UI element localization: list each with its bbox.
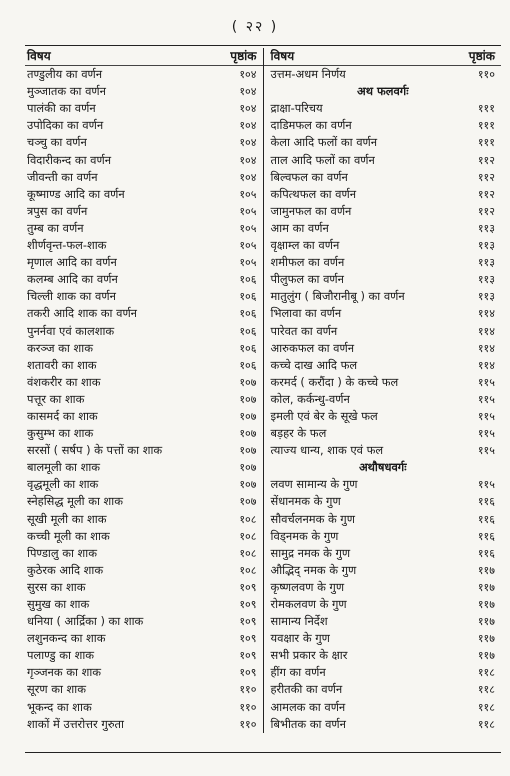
left-header-subject: विषय <box>27 49 51 63</box>
index-entry <box>25 425 263 442</box>
index-entry <box>264 100 502 117</box>
entry-page-number: ११६ <box>477 512 495 526</box>
index-entry <box>264 630 502 647</box>
index-entry <box>264 647 502 664</box>
entry-title: त्रपुस का वर्णन <box>27 203 88 218</box>
entry-title: तण्डुलीय का वर्णन <box>27 67 103 82</box>
index-entry <box>264 203 502 220</box>
entry-page-number: १०९ <box>239 598 257 611</box>
entry-title: कच्ची मूली का शाक <box>27 528 110 543</box>
index-entry <box>264 340 502 357</box>
entry-page-number: ११८ <box>477 666 495 680</box>
entry-page-number: ११७ <box>477 598 495 611</box>
entry-title: उपोदिका का वर्णन <box>27 118 104 133</box>
entry-title: करञ्ज का शाक <box>27 340 93 355</box>
entry-page-number: १०८ <box>239 563 257 577</box>
entry-page-number: १०८ <box>239 512 257 526</box>
entry-page-number: १०४ <box>239 85 257 99</box>
entry-page-number: १०९ <box>239 615 257 629</box>
page-number: ( २२ ) <box>231 19 279 35</box>
entry-page-number: ११८ <box>477 700 495 714</box>
entry-page-number: १०९ <box>239 632 257 646</box>
entry-page-number: १०७ <box>239 444 257 458</box>
entry-title: द्राक्षा-परिचय <box>270 101 323 116</box>
entry-title: सूरण का शाक <box>27 682 86 697</box>
entry-page-number: ११३ <box>477 273 495 287</box>
entry-title: आमलक का वर्णन <box>270 699 346 714</box>
index-entry <box>264 66 502 83</box>
entry-page-number: ११३ <box>477 256 495 270</box>
index-entry <box>264 288 502 305</box>
entry-page-number: १०७ <box>239 427 257 441</box>
index-entry <box>264 493 502 510</box>
entry-page-number: १०७ <box>239 495 257 509</box>
entry-title: चञ्चु का वर्णन <box>27 135 87 150</box>
entry-title: उत्तम-अधम निर्णय <box>270 67 346 82</box>
entry-title: विदारीकन्द का वर्णन <box>27 152 112 167</box>
entry-title: सौवर्चलनमक के गुण <box>270 511 355 526</box>
index-entry <box>25 630 263 647</box>
entry-page-number: १०९ <box>239 666 257 680</box>
index-entry <box>25 357 263 374</box>
entry-title: रोमकलवण के गुण <box>270 597 347 611</box>
entry-page-number: १०७ <box>239 478 257 492</box>
entry-title: आम का वर्णन <box>270 220 329 235</box>
entry-title: कलम्ब आदि का वर्णन <box>27 272 118 287</box>
entry-title: त्याज्य धान्य, शाक एवं फल <box>270 443 384 458</box>
entry-page-number: १०५ <box>239 187 257 201</box>
entry-title: जीवन्ती का वर्णन <box>27 169 98 184</box>
entry-page-number: १०८ <box>239 546 257 560</box>
entry-page-number: ११२ <box>477 204 495 218</box>
index-entry <box>264 425 502 442</box>
right-header <box>264 48 502 66</box>
entry-page-number: ११२ <box>477 170 495 184</box>
bottom-rule <box>25 752 501 753</box>
index-entry <box>264 681 502 698</box>
index-entry <box>264 545 502 562</box>
entry-title: तुम्ब का वर्णन <box>27 220 84 235</box>
entry-page-number: १०७ <box>239 409 257 423</box>
index-entry <box>25 681 263 698</box>
entry-title: शीर्णवृन्त-फल-शाक <box>27 238 107 253</box>
entry-page-number: ११० <box>477 68 495 82</box>
entry-title: पालंकी का वर्णन <box>27 101 96 116</box>
entry-title: सामुद्र नमक के गुण <box>270 545 351 560</box>
index-entry <box>25 391 263 408</box>
right-column <box>264 48 502 733</box>
index-entry <box>264 271 502 288</box>
index-entry <box>264 117 502 134</box>
entry-page-number: ११६ <box>477 495 495 509</box>
index-entry <box>264 442 502 459</box>
index-entry <box>264 716 502 733</box>
index-entry <box>25 545 263 562</box>
entry-title: पारेवत का वर्णन <box>270 323 338 338</box>
entry-title: पुनर्नवा एवं कालशाक <box>27 323 115 338</box>
section-heading: अथ फलवर्गः <box>357 84 409 99</box>
entry-title: कपित्थफल का वर्णन <box>270 186 357 201</box>
entry-title: शमीफल का वर्णन <box>270 255 345 270</box>
entry-page-number: १०४ <box>239 119 257 133</box>
entry-page-number: १०४ <box>239 136 257 150</box>
entry-title: ताल आदि फलों का वर्णन <box>270 152 375 167</box>
entry-page-number: ११५ <box>477 427 495 441</box>
entry-title: यवक्षार के गुण <box>270 631 330 646</box>
entry-page-number: ११३ <box>477 221 495 235</box>
entry-title: भूकन्द का शाक <box>27 699 92 714</box>
entry-title: शतावरी का शाक <box>27 357 97 372</box>
index-entry <box>264 596 502 613</box>
entry-title: सूखी मूली का शाक <box>27 511 107 526</box>
entry-page-number: ११३ <box>477 290 495 304</box>
index-entry <box>25 305 263 322</box>
entry-page-number: ११८ <box>477 717 495 731</box>
entry-title: पीलुफल का वर्णन <box>270 272 344 287</box>
index-entry <box>25 493 263 510</box>
index-entry <box>25 152 263 169</box>
entry-page-number: १११ <box>477 119 495 133</box>
entry-page-number: ११० <box>239 683 257 697</box>
right-header-page: पृष्ठांक <box>468 49 495 63</box>
entry-page-number: ११३ <box>477 239 495 253</box>
entry-title: शाकों में उत्तरोत्तर गुरुता <box>27 716 124 731</box>
index-entry <box>264 220 502 237</box>
index-entry <box>25 340 263 357</box>
index-entry <box>264 152 502 169</box>
left-header <box>25 48 263 66</box>
entry-page-number: १०६ <box>239 273 257 287</box>
entry-page-number: ११५ <box>477 478 495 492</box>
entry-title: मुञ्जातक का वर्णन <box>27 84 106 99</box>
entry-title: करमर्द ( करौंदा ) के कच्चे फल <box>270 374 399 389</box>
entry-page-number: १०९ <box>239 580 257 594</box>
index-entry <box>25 288 263 305</box>
right-header-subject: विषय <box>270 49 295 63</box>
entry-title: सुमुख का शाक <box>27 597 90 611</box>
entry-title: विड्नमक के गुण <box>270 528 339 543</box>
entry-page-number: १११ <box>477 136 495 150</box>
index-table <box>25 48 501 733</box>
index-entry <box>264 169 502 186</box>
index-entry <box>25 100 263 117</box>
entry-page-number: ११० <box>239 717 257 731</box>
index-entry <box>264 391 502 408</box>
entry-page-number: ११२ <box>477 187 495 201</box>
index-entry <box>25 323 263 340</box>
entry-page-number: ११५ <box>477 392 495 406</box>
index-entry <box>264 237 502 254</box>
entry-title: चिल्ली शाक का वर्णन <box>27 289 116 304</box>
index-entry <box>25 476 263 493</box>
entry-page-number: ११५ <box>477 409 495 423</box>
index-entry <box>25 647 263 664</box>
entry-page-number: ११६ <box>477 546 495 560</box>
entry-title: सामान्य निर्देश <box>270 614 328 629</box>
index-entry <box>264 357 502 374</box>
entry-title: आरुकफल का वर्णन <box>270 340 355 355</box>
left-column <box>25 48 264 733</box>
entry-page-number: १०५ <box>239 256 257 270</box>
entry-title: जामुनफल का वर्णन <box>270 203 352 218</box>
entry-title: गृञ्जनक का शाक <box>27 665 102 680</box>
entry-page-number: १११ <box>477 102 495 116</box>
index-entry <box>264 699 502 716</box>
entry-page-number: ११४ <box>477 324 495 338</box>
entry-page-number: १०७ <box>239 392 257 406</box>
entry-title: हरीतकी का वर्णन <box>270 682 343 697</box>
index-entry <box>264 562 502 579</box>
index-entry <box>25 596 263 613</box>
entry-title: लशुनकन्द का शाक <box>27 631 106 646</box>
entry-page-number: १०४ <box>239 102 257 116</box>
entry-page-number: ११४ <box>477 358 495 372</box>
index-entry <box>25 528 263 545</box>
entry-page-number: ११७ <box>477 649 495 663</box>
entry-title: कुसुम्भ का शाक <box>27 426 94 441</box>
entry-title: केला आदि फलों का वर्णन <box>270 135 378 150</box>
entry-title: कूष्माण्ड आदि का वर्णन <box>27 186 125 201</box>
entry-title: कासमर्द का शाक <box>27 408 98 423</box>
entry-page-number: ११७ <box>477 563 495 577</box>
entry-title: सुरस का शाक <box>27 579 86 594</box>
entry-title: बिल्वफल का वर्णन <box>270 169 348 184</box>
entry-page-number: १०६ <box>239 341 257 355</box>
index-entry <box>25 613 263 630</box>
index-entry <box>25 237 263 254</box>
entry-title: बालमूली का शाक <box>27 460 101 475</box>
entry-title: हींग का वर्णन <box>270 665 326 680</box>
entry-page-number: १०९ <box>239 649 257 663</box>
left-header-page: पृष्ठांक <box>230 49 257 63</box>
entry-page-number: १०५ <box>239 239 257 253</box>
entry-title: धनिया ( आर्द्रिका ) का शाक <box>27 614 144 629</box>
entry-title: पत्तूर का शाक <box>27 391 85 406</box>
entry-page-number: ११८ <box>477 683 495 697</box>
entry-page-number: १०६ <box>239 290 257 304</box>
entry-title: लवण सामान्य के गुण <box>270 477 358 492</box>
index-entry <box>25 579 263 596</box>
entry-title: इमली एवं बेर के सूखे फल <box>270 408 378 423</box>
entry-title: तकरी आदि शाक का वर्णन <box>27 306 138 321</box>
index-entry <box>25 408 263 425</box>
entry-page-number: १०४ <box>239 68 257 82</box>
index-entry <box>25 562 263 579</box>
index-entry <box>264 374 502 391</box>
entry-page-number: १०६ <box>239 358 257 372</box>
index-entry <box>25 664 263 681</box>
index-entry <box>25 220 263 237</box>
entry-page-number: १०६ <box>239 324 257 338</box>
index-entry <box>264 134 502 151</box>
index-entry <box>264 408 502 425</box>
index-entry <box>25 716 263 733</box>
index-entry <box>25 254 263 271</box>
entry-page-number: ११० <box>239 700 257 714</box>
entry-page-number: ११७ <box>477 580 495 594</box>
entry-title: औद्भिद् नमक के गुण <box>270 562 357 577</box>
entry-title: बड़हर के फल <box>270 426 327 441</box>
index-entry <box>25 203 263 220</box>
index-entry <box>25 459 263 476</box>
entry-title: वृक्षाम्ल का वर्णन <box>270 238 340 253</box>
index-entry <box>264 664 502 681</box>
entry-title: कोल, कर्कन्धु-वर्णन <box>270 391 350 406</box>
entry-title: कृष्णलवण के गुण <box>270 579 345 594</box>
index-entry <box>25 169 263 186</box>
entry-page-number: १०७ <box>239 461 257 475</box>
entry-page-number: १०६ <box>239 307 257 321</box>
entry-page-number: ११६ <box>477 529 495 543</box>
index-entry <box>264 323 502 340</box>
top-rule <box>25 45 501 46</box>
entry-title: दाडिमफल का वर्णन <box>270 118 352 133</box>
entry-title: वंशकरीर का शाक <box>27 374 101 389</box>
entry-page-number: ११२ <box>477 153 495 167</box>
entry-page-number: १०४ <box>239 153 257 167</box>
index-entry <box>264 305 502 322</box>
index-entry <box>264 613 502 630</box>
entry-title: वृद्धमूली का शाक <box>27 477 99 492</box>
entry-title: बिभीतक का वर्णन <box>270 716 346 731</box>
index-entry <box>25 117 263 134</box>
entry-page-number: १०७ <box>239 375 257 389</box>
index-entry <box>25 66 263 83</box>
entry-page-number: १०५ <box>239 204 257 218</box>
entry-page-number: ११७ <box>477 632 495 646</box>
entry-title: पलाण्डु का शाक <box>27 648 95 663</box>
entry-title: कुठेरक आदि शाक <box>27 562 104 577</box>
index-entry <box>25 442 263 459</box>
entry-page-number: १०४ <box>239 170 257 184</box>
entry-title: पिण्डालु का शाक <box>27 545 97 560</box>
index-entry <box>264 186 502 203</box>
index-entry <box>25 374 263 391</box>
index-entry <box>25 699 263 716</box>
entry-title: स्नेहसिद्ध मूली का शाक <box>27 494 123 509</box>
entry-page-number: ११४ <box>477 341 495 355</box>
entry-page-number: ११५ <box>477 375 495 389</box>
entry-title: मृणाल आदि का वर्णन <box>27 255 117 270</box>
entry-page-number: १०५ <box>239 221 257 235</box>
entry-title: सरसों ( सर्षप ) के पत्तों का शाक <box>27 443 163 458</box>
index-entry <box>264 476 502 493</box>
index-entry <box>25 271 263 288</box>
index-entry <box>25 83 263 100</box>
entry-page-number: ११७ <box>477 615 495 629</box>
entry-page-number: १०८ <box>239 529 257 543</box>
entry-page-number: ११४ <box>477 307 495 321</box>
entry-title: सभी प्रकार के क्षार <box>270 648 348 663</box>
entry-title: सेंधानमक के गुण <box>270 494 341 509</box>
section-heading: अथौषधवर्गः <box>358 460 407 475</box>
entry-title: कच्चे दाख आदि फल <box>270 357 358 372</box>
entry-title: भिलावा का वर्णन <box>270 306 342 321</box>
index-entry <box>264 254 502 271</box>
index-entry <box>25 186 263 203</box>
index-entry <box>264 579 502 596</box>
index-entry <box>264 511 502 528</box>
index-entry <box>25 511 263 528</box>
entry-page-number: ११५ <box>477 444 495 458</box>
index-entry <box>25 134 263 151</box>
entry-title: मातुलुंग ( बिजौरानीबू ) का वर्णन <box>270 289 405 304</box>
index-entry <box>264 528 502 545</box>
